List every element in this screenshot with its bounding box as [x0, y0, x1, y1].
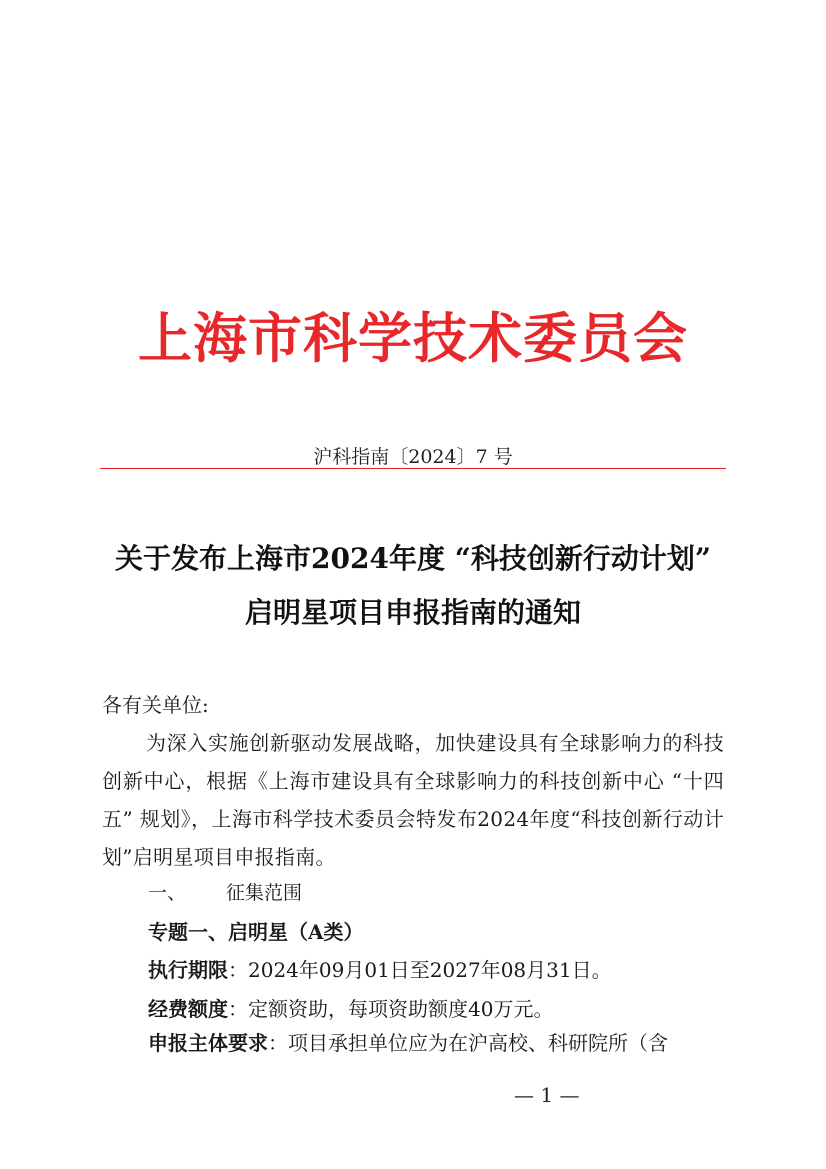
salutation: 各有关单位:	[102, 693, 209, 717]
section-title: 征集范围	[226, 882, 303, 904]
section-number: 一、	[148, 882, 187, 904]
funding-label: 经费额度	[148, 997, 228, 1021]
section-heading	[148, 878, 302, 905]
applicant-requirement-row	[148, 1027, 668, 1056]
execution-period-label: 执行期限	[148, 958, 228, 982]
topic-heading: 专题一、启明星（A类）	[148, 920, 364, 944]
document-number: 沪科指南〔2024〕7 号	[313, 446, 513, 468]
issuing-organization-header: 上海市科学技术委员会	[138, 306, 688, 370]
execution-period-value: ：2024年09月01日至2027年08月31日。	[228, 958, 612, 982]
document-title-line-2: 启明星项目申报指南的通知	[244, 596, 581, 629]
execution-period-row	[148, 954, 612, 983]
applicant-requirement-label: 申报主体要求	[148, 1031, 268, 1055]
document-title-line-1: 关于发布上海市2024年度 “科技创新行动计划”	[115, 542, 711, 575]
funding-value: ：定额资助，每项资助额度40万元。	[228, 997, 554, 1021]
header-divider	[100, 468, 726, 469]
intro-paragraph: 为深入实施创新驱动发展战略，加快建设具有全球影响力的科技创新中心，根据《上海市建设具有全球影响力的科技创新中心 “十四五” 规划》，上海市科学技术委员会特发布2024年度“科技创新行动计划”启明星项目申报指南。	[102, 731, 724, 869]
applicant-requirement-value: ：项目承担单位应为在沪高校、科研院所（含	[268, 1031, 668, 1055]
page-number: — 1 —	[514, 1083, 580, 1107]
funding-row	[148, 993, 553, 1022]
